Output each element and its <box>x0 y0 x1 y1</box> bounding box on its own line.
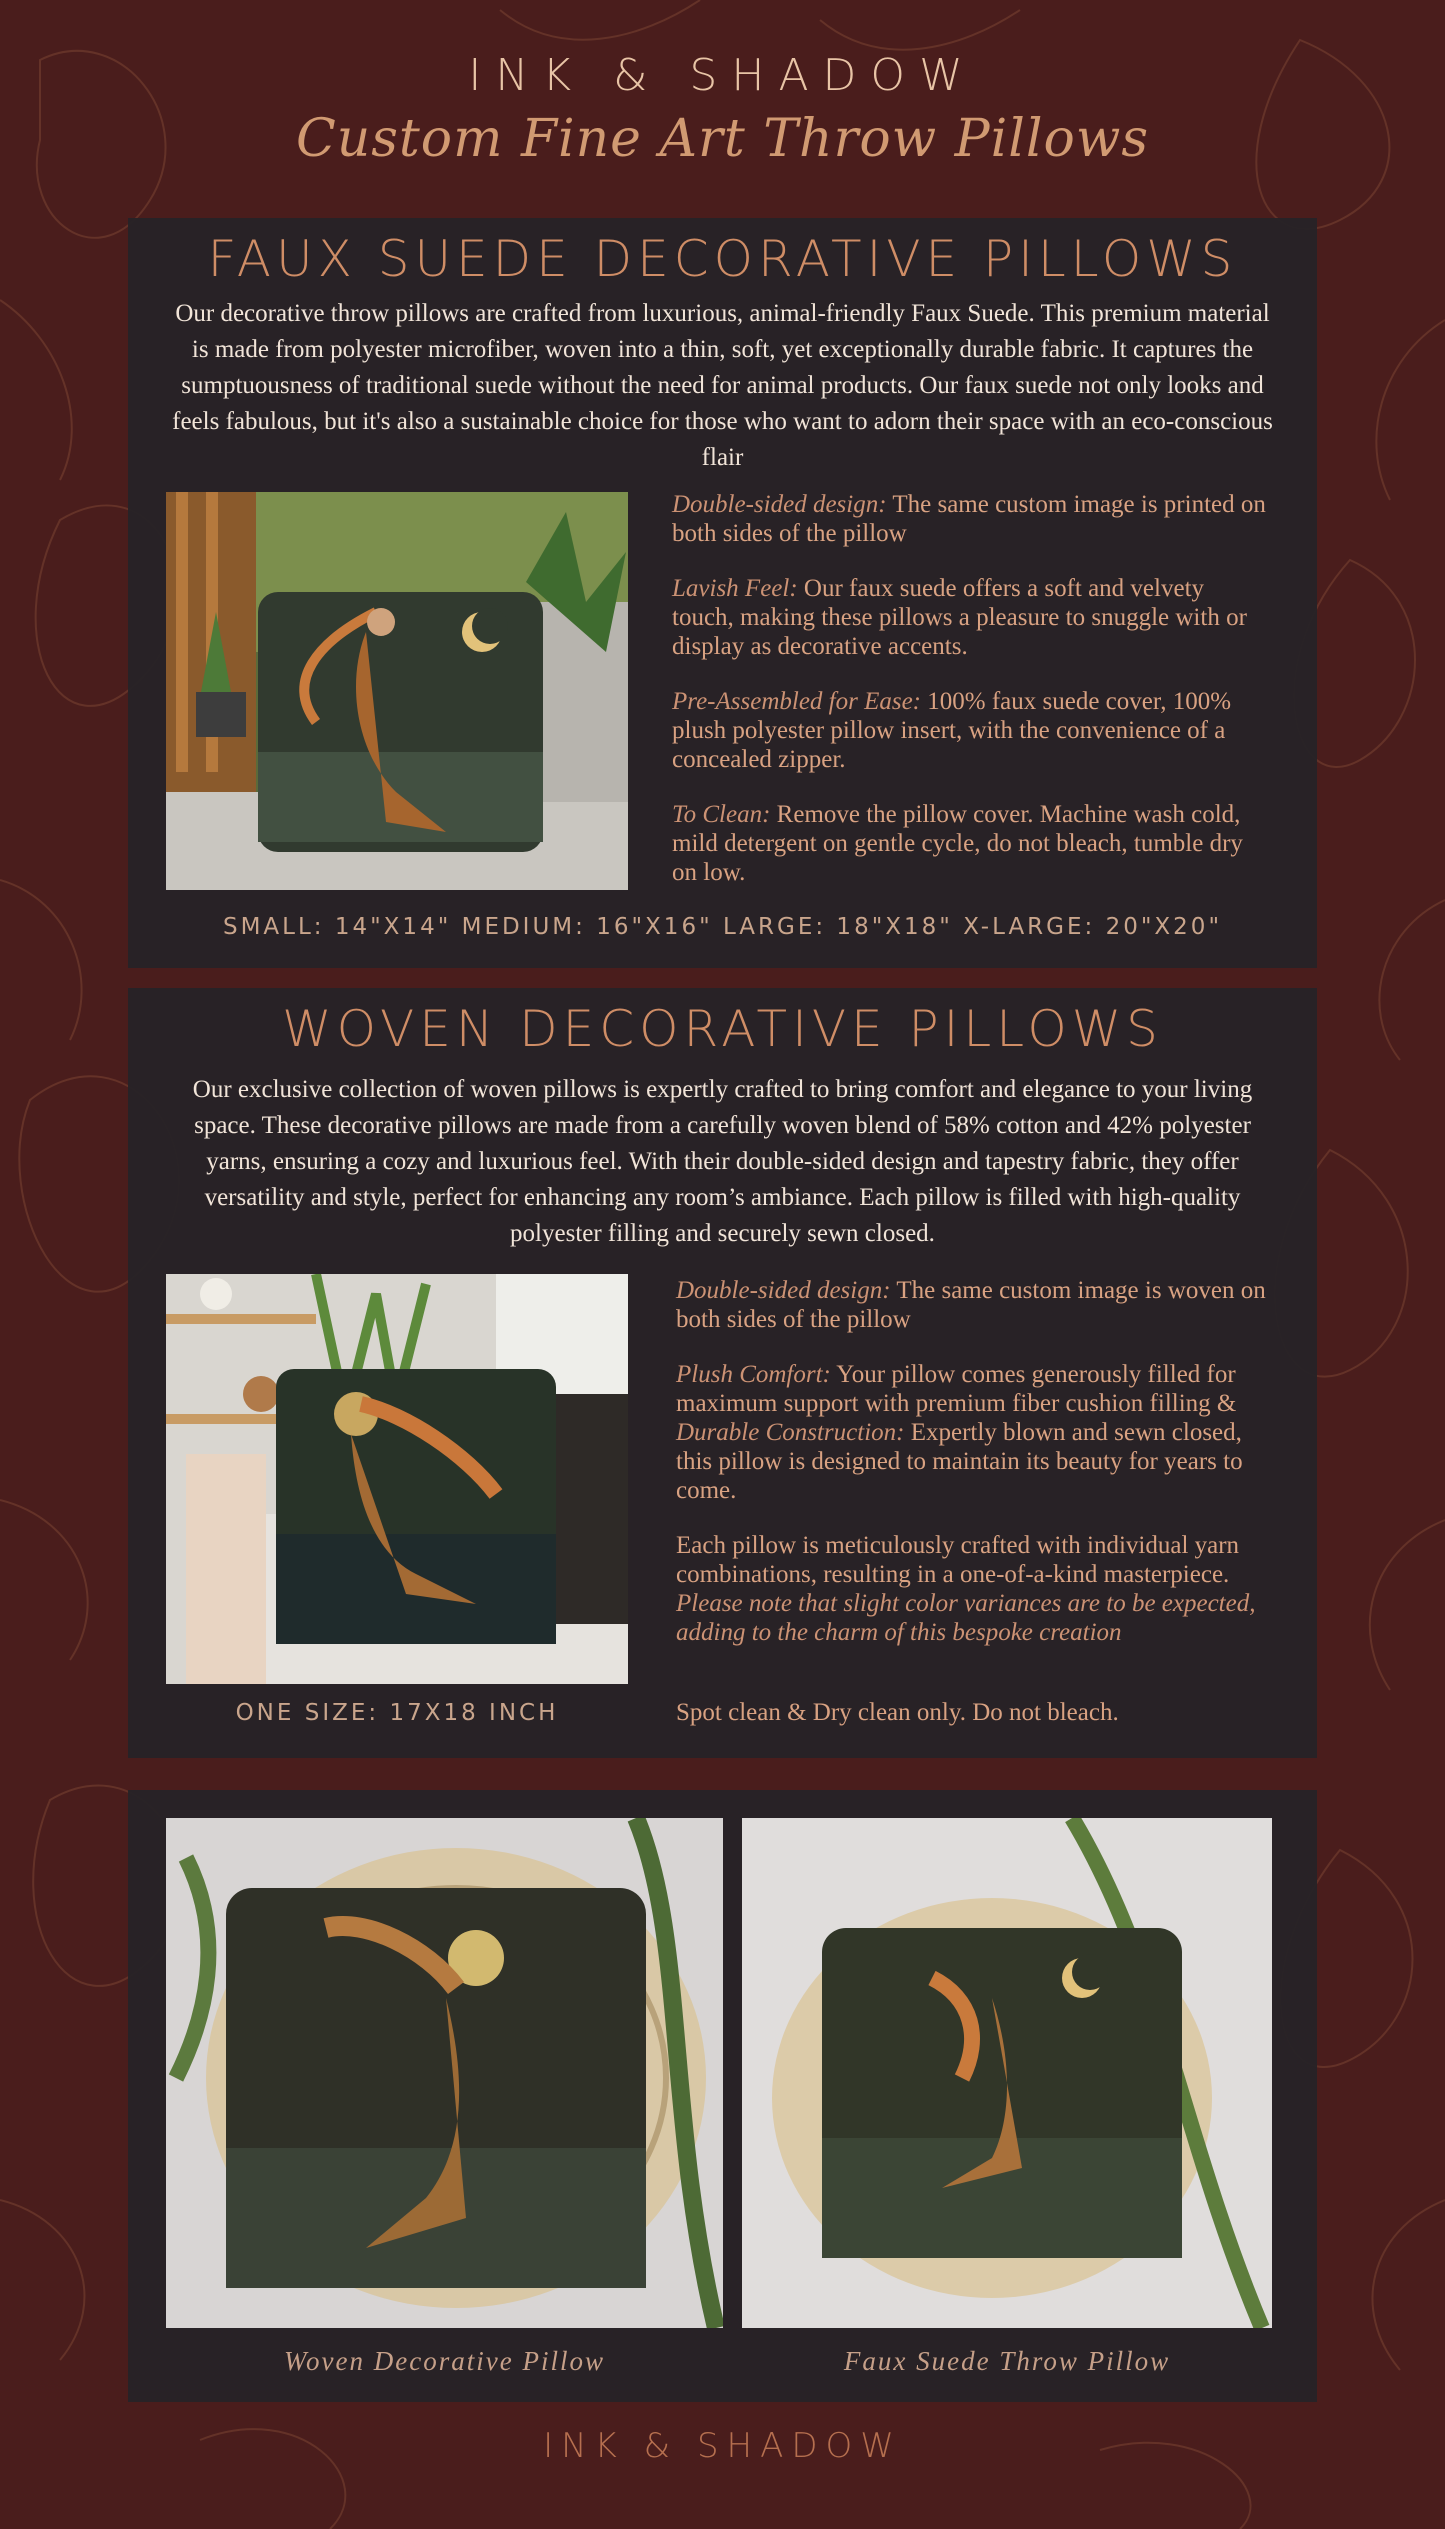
brand-name: INK & SHADOW <box>468 50 977 101</box>
woven-title: WOVEN DECORATIVE PILLOWS <box>282 1000 1163 1058</box>
woven-intro: Our exclusive collection of woven pillows is expertly crafted to bring comfort and elegance to your living space. These decorative pillows are made from a carefully woven blend of 58% cotton and 42% polyester yarns, ensuring a cozy and luxurious feel. With their double-sided design and tapestry fabric, they offer versatility and style, perfect for enhancing any room’s ambiance. Each pillow is filled with high-quality polyester filling and securely sewn closed. <box>192 1076 1253 1247</box>
feature-double-sided: Double-sided design: The same custom image is printed on both sides of the pillow <box>672 491 1266 547</box>
woven-features <box>676 1276 1276 1673</box>
feature-to-clean: To Clean: Remove the pillow cover. Machine wash cold, mild detergent on gentle cycle, do not bleach, tumble dry on low. <box>672 801 1243 886</box>
faux-suede-intro: Our decorative throw pillows are crafted from luxurious, animal-friendly Faux Suede. This premium material is made from polyester microfiber, woven into a thin, soft, yet exceptionally durable fabric. It captures the sumptuousness of traditional suede without the need for animal products. Our faux suede not only looks and feels fabulous, but it's also a sustainable choice for those who want to adorn their space with an eco-conscious flair <box>172 300 1273 471</box>
caption-woven: Woven Decorative Pillow <box>284 2346 605 2376</box>
brand-subtitle: Custom Fine Art Throw Pillows <box>295 109 1150 169</box>
faux-suede-pillow-photo <box>166 492 628 890</box>
header <box>0 50 1445 169</box>
faux-suede-features <box>672 490 1272 913</box>
faux-suede-panel <box>128 218 1317 968</box>
faux-suede-title: FAUX SUEDE DECORATIVE PILLOWS <box>207 230 1238 288</box>
faux-suede-sizes: SMALL: 14"X14" MEDIUM: 16"X16" LARGE: 18"X18" X-LARGE: 20"X20" <box>222 914 1223 940</box>
woven-pillow-gallery-photo <box>166 1818 723 2328</box>
woven-feature-double-sided: Double-sided design: The same custom image is woven on both sides of the pillow <box>676 1277 1266 1333</box>
feature-lavish-feel: Lavish Feel: Our faux suede offers a soft and velvety touch, making these pillows a pleasure to snuggle with or display as decorative accents. <box>672 575 1247 660</box>
woven-feature-craft: Each pillow is meticulously crafted with individual yarn combinations, resulting in a one-of-a-kind masterpiece. Please note that slight color variances are to be expected, adding to the charm of this bespoke creation <box>676 1532 1256 1646</box>
woven-pillow-photo <box>166 1274 628 1684</box>
gallery-panel <box>128 1790 1317 2402</box>
caption-faux-suede: Faux Suede Throw Pillow <box>843 2346 1171 2376</box>
footer-brand: INK & SHADOW <box>543 2426 902 2466</box>
faux-suede-pillow-gallery-photo <box>742 1818 1272 2328</box>
woven-feature-plush-comfort: Plush Comfort: Your pillow comes generously filled for maximum support with premium fiber cushion filling & Durable Construction: Expertly blown and sewn closed, this pillow is designed to maintain its beauty for years to come. <box>676 1361 1243 1504</box>
woven-panel <box>128 988 1317 1758</box>
woven-size: ONE SIZE: 17X18 INCH <box>235 1700 559 1726</box>
feature-pre-assembled: Pre-Assembled for Ease: 100% faux suede cover, 100% plush polyester pillow insert, with the convenience of a concealed zipper. <box>672 688 1232 773</box>
woven-care: Spot clean & Dry clean only. Do not bleach. <box>676 1699 1119 1726</box>
